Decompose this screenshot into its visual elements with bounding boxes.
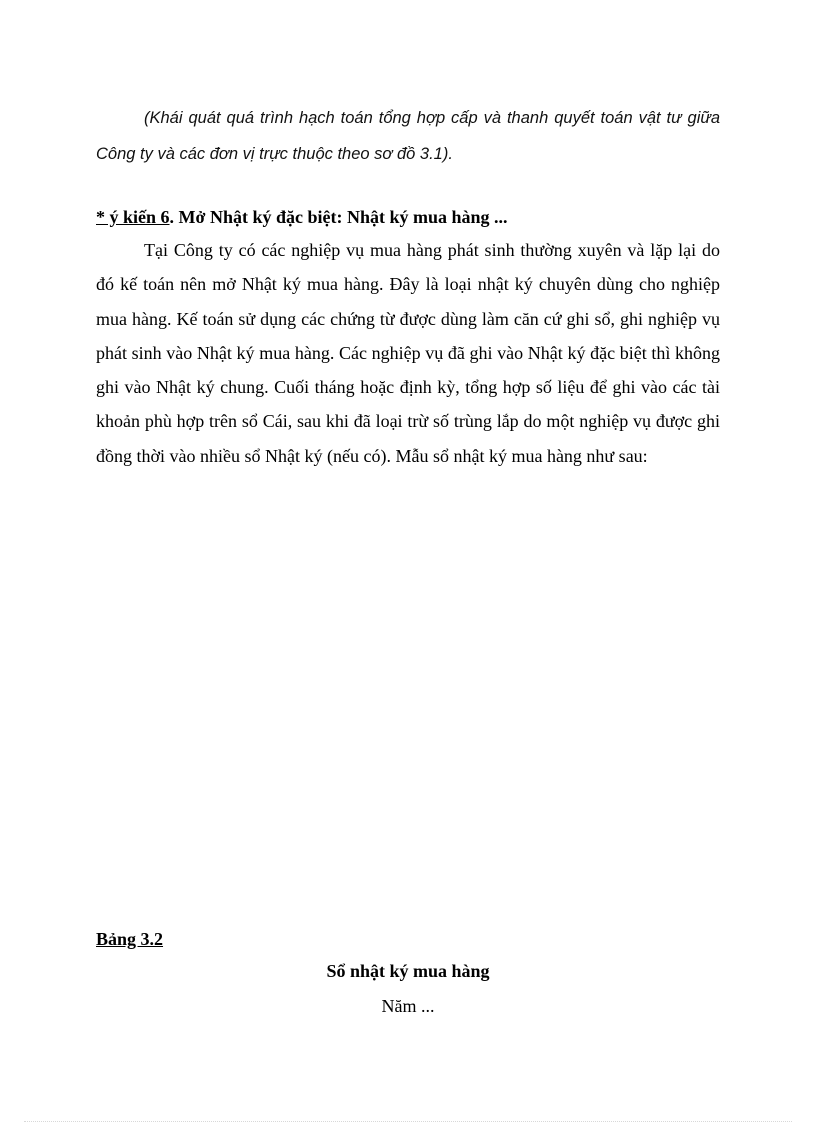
section-heading-lead: * ý kiến 6 (96, 207, 170, 227)
table-label: Bảng 3.2 (96, 929, 164, 949)
table-title: Sổ nhật ký mua hàng (326, 961, 490, 981)
body-paragraph: Tại Công ty có các nghiệp vụ mua hàng phát sinh thường xuyên và lặp lại do đó kế toán nên mở Nhật ký mua hàng. Đây là loại nhật ký chuyên dùng cho nghiệp mua hàng. Kế toán sử dụng các chứng từ được dùng làm căn cứ ghi sổ, ghi nghiệp vụ phát sinh vào Nhật ký mua hàng. Các nghiệp vụ đã ghi vào Nhật ký đặc biệt thì không ghi vào Nhật ký chung. Cuối tháng hoặc định kỳ, tổng hợp số liệu để ghi vào các tài khoản phù hợp trên sổ Cái, sau khi đã loại trừ số trùng lắp do một nghiệp vụ được ghi đồng thời vào nhiều sổ Nhật ký (nếu có). Mẫu sổ nhật ký mua hàng như sau: (96, 240, 720, 466)
section-heading-title: . Mở Nhật ký đặc biệt: Nhật ký mua hàng ... (169, 207, 508, 227)
section-heading (96, 202, 508, 232)
page-bottom-divider (24, 1121, 792, 1122)
table-year: Năm ... (381, 996, 435, 1016)
intro-note: (Khái quát quá trình hạch toán tổng hợp cấp và thanh quyết toán vật tư giữa Công ty và các đơn vị trực thuộc theo sơ đồ 3.1). (96, 109, 720, 163)
